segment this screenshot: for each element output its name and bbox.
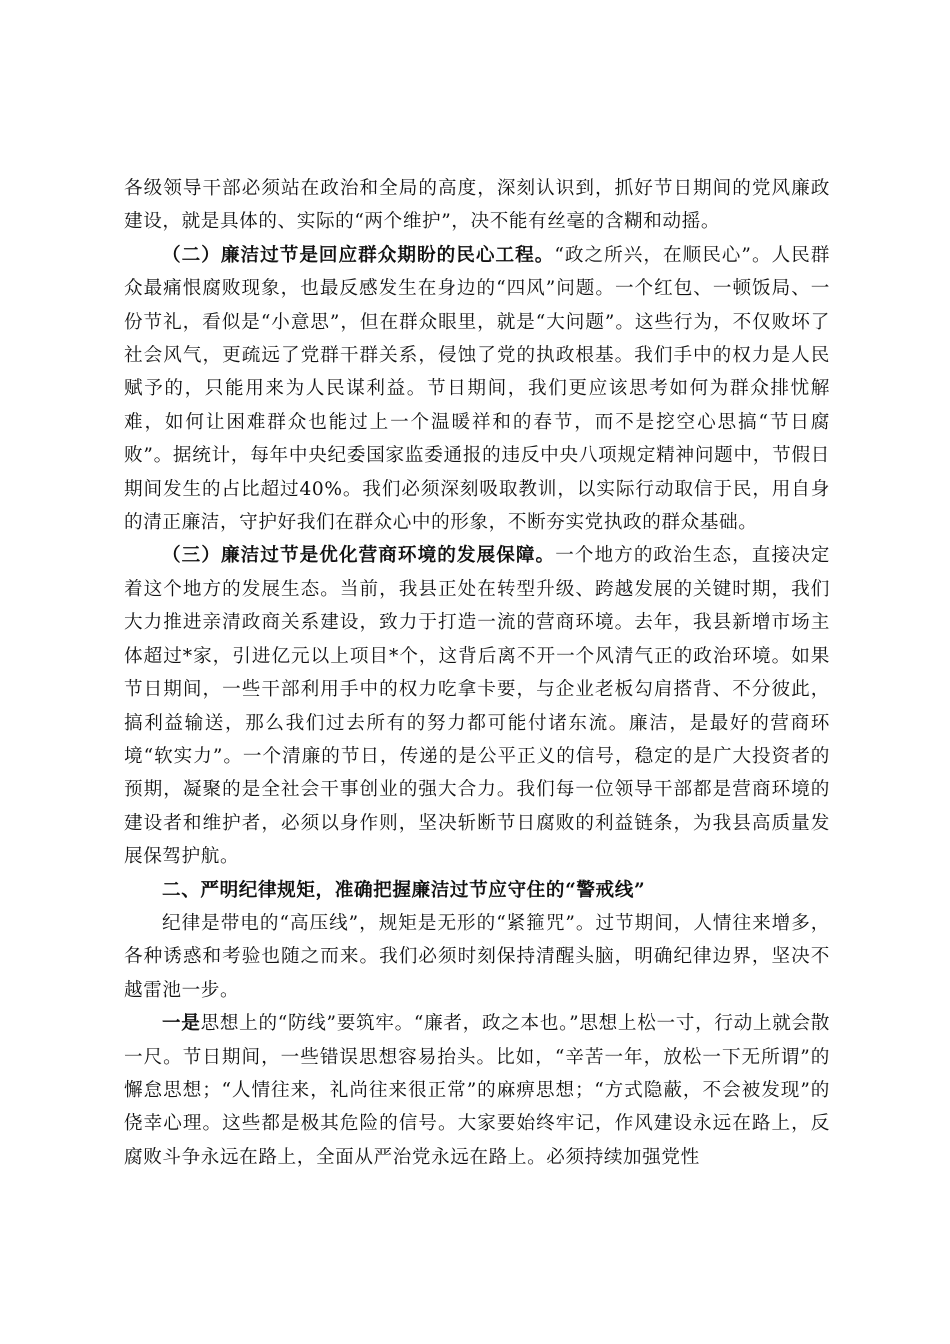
paragraph-text: 纪律是带电的“高压线”，规矩是无形的“紧箍咒”。过节期间，人情往来增多，各种诱惑和考验也随之而来。我们必须时刻保持清醒头脑，明确纪律边界，坚决不越雷池一步。 bbox=[124, 912, 830, 1001]
paragraph-text: “政之所兴，在顺民心”。人民群众最痛恨腐败现象，也最反感发生在身边的“四风”问题。一个红包、一顿饭局、一份节礼，看似是“小意思”，但在群众眼里，就是“大问题”。这些行为，不仅败坏了社会风气，更疏远了党群干群关系，侵蚀了党的执政根基。我们手中的权力是人民赋予的，只能用来为人民谋利益。节日期间，我们更应该思考如何为群众排忧解难，如何让困难群众也能过上一个温暖祥和的春节，而不是挖空心思搞“节日腐败”。据统计，每年中央纪委国家监委通报的违反中央八项规定精神问题中，节假日期间发生的占比超过40%。我们必须深刻吸取教训，以实际行动取信于民，用自身的清正廉洁，守护好我们在群众心中的形象，不断夯实党执政的群众基础。 bbox=[124, 244, 830, 534]
paragraph-point-one bbox=[124, 1007, 830, 1174]
paragraph-intro bbox=[124, 907, 830, 1007]
section-lead-heading: （三）廉洁过节是优化营商环境的发展保障。 bbox=[162, 545, 556, 567]
document-body bbox=[124, 172, 830, 1174]
paragraph-text: 思想上的“防线”要筑牢。“廉者，政之本也。”思想上松一寸，行动上就会散一尺。节日期间，一些错误思想容易抬头。比如，“辛苦一年，放松一下无所谓”的懈怠思想；“人情往来，礼尚往来很正常”的麻痹思想；“方式隐蔽，不会被发现”的侥幸心理。这些都是极其危险的信号。大家要始终牢记，作风建设永远在路上，反腐败斗争永远在路上，全面从严治党永远在路上。必须持续加强党性 bbox=[124, 1013, 830, 1168]
section-lead-heading: （二）廉洁过节是回应群众期盼的民心工程。 bbox=[162, 244, 555, 266]
paragraph-text: 各级领导干部必须站在政治和全局的高度，深刻认识到，抓好节日期间的党风廉政建设，就是具体的、实际的“两个维护”，决不能有丝毫的含糊和动摇。 bbox=[124, 178, 830, 233]
point-lead: 一是 bbox=[162, 1013, 201, 1035]
chapter-heading-text: 二、严明纪律规矩，准确把握廉洁过节应守住的“警戒线” bbox=[162, 879, 646, 901]
paragraph-text: 一个地方的政治生态，直接决定着这个地方的发展生态。当前，我县正处在转型升级、跨越发展的关键时期，我们大力推进亲清政商关系建设，致力于打造一流的营商环境。去年，我县新增市场主体超过*家，引进亿元以上项目*个，这背后离不开一个风清气正的政治环境。如果节日期间，一些干部利用手中的权力吃拿卡要，与企业老板勾肩搭背、不分彼此，搞利益输送，那么我们过去所有的努力都可能付诸东流。廉洁，是最好的营商环境“软实力”。一个清廉的节日，传递的是公平正义的信号，稳定的是广大投资者的预期，凝聚的是全社会干事创业的强大合力。我们每一位领导干部都是营商环境的建设者和维护者，必须以身作则，坚决斩断节日腐败的利益链条，为我县高质量发展保驾护航。 bbox=[124, 545, 830, 868]
paragraph-section-two bbox=[124, 239, 830, 540]
chapter-heading bbox=[124, 874, 830, 907]
paragraph-section-three bbox=[124, 539, 830, 873]
paragraph-continuation bbox=[124, 172, 830, 239]
